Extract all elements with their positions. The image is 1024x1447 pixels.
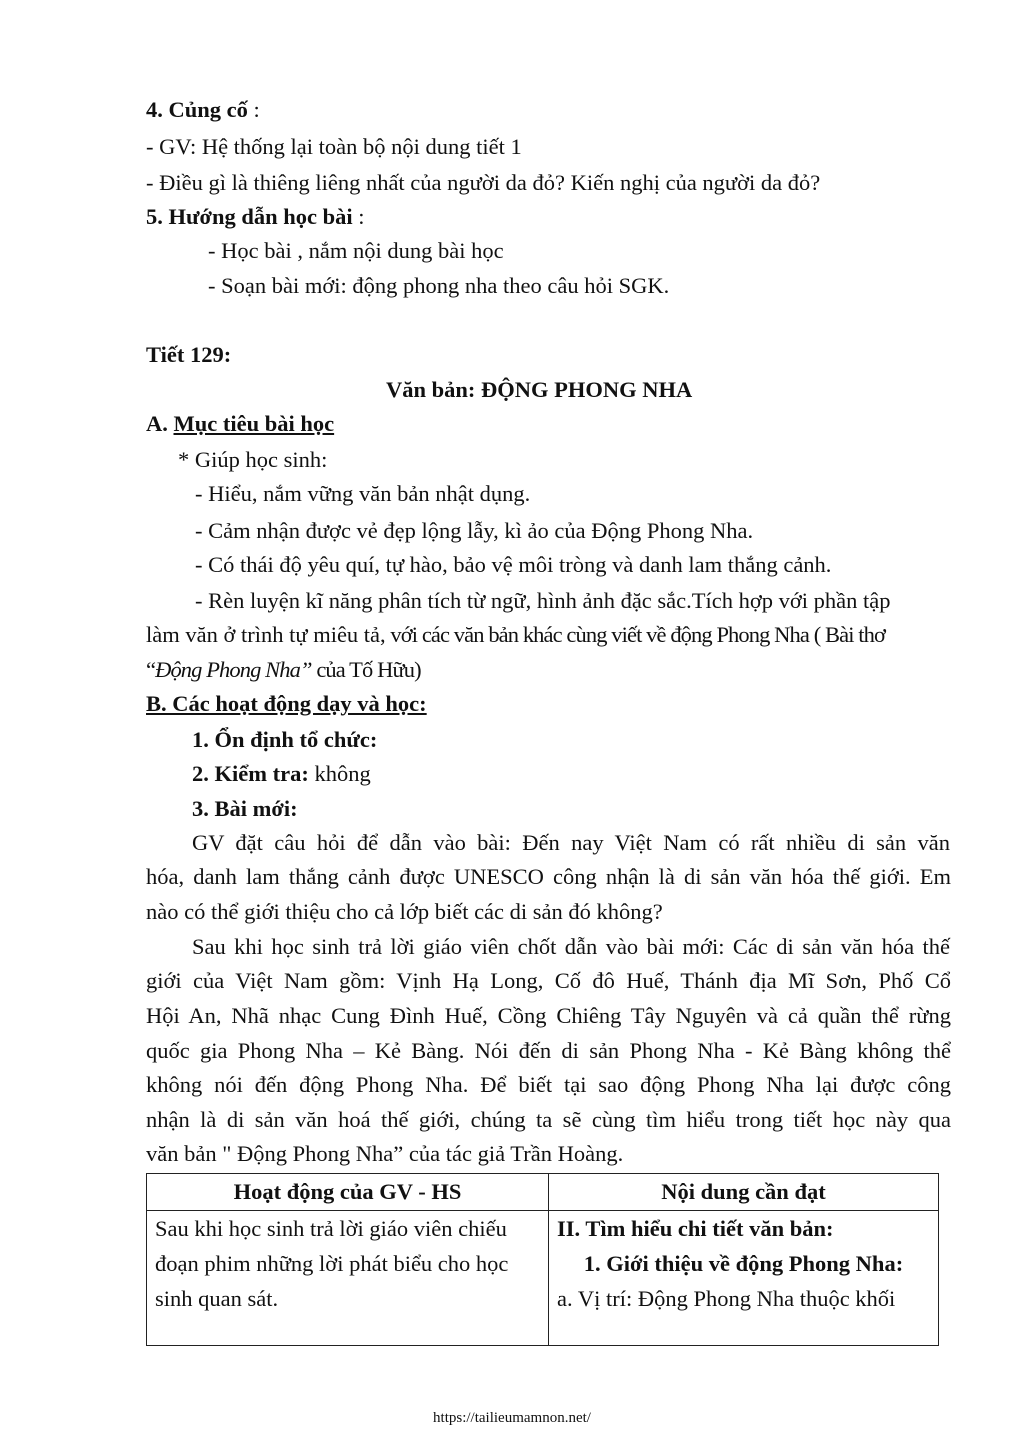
table-cell-activity xyxy=(147,1211,549,1346)
lesson-number: Tiết 129: xyxy=(146,342,232,367)
content-subheading: 1. Giới thiệu về động Phong Nha: xyxy=(583,1251,904,1276)
review-heading-colon: : xyxy=(247,97,260,122)
goal-item-1: - Hiểu, nắm vững văn bản nhật dụng. xyxy=(195,481,531,506)
para-2-line-5: không nói đến động Phong Nha. Để biết tại sao động Phong Nha lại được công xyxy=(146,1072,951,1097)
step-2-label: 2. Kiểm tra: xyxy=(192,761,309,786)
section-b-heading: B. Các hoạt động dạy và học: xyxy=(146,691,427,716)
homework-line-2: - Soạn bài mới: động phong nha theo câu hỏi SGK. xyxy=(208,273,670,298)
step-2-value: không xyxy=(308,761,371,786)
section-a-intro: * Giúp học sinh: xyxy=(178,447,328,472)
para-2-line-6: nhận là di sản văn hoá thế giới, chúng ta sẽ cùng tìm hiểu trong tiết học này qua xyxy=(146,1107,951,1132)
table-row xyxy=(147,1211,939,1346)
goal-item-4-quote-open: “ xyxy=(146,657,156,682)
goal-item-2: - Cảm nhận được vẻ đẹp lộng lẫy, kì ảo của Động Phong Nha. xyxy=(195,518,754,543)
para-2-line-1: Sau khi học sinh trả lời giáo viên chốt dẫn vào bài mới: Các di sản văn hóa thế xyxy=(192,934,950,959)
homework-heading-colon: : xyxy=(352,204,365,229)
table-header-row xyxy=(147,1174,939,1211)
goal-item-3: - Có thái độ yêu quí, tự hào, bảo vệ môi tròng và danh lam thắng cảnh. xyxy=(195,552,832,577)
footer-url: https://tailieumamnon.net/ xyxy=(433,1410,591,1426)
section-a-title: Mục tiêu bài học xyxy=(173,411,335,436)
goal-item-4-line-2b: với các văn bản khác cùng viết về động Phong Nha ( Bài thơ xyxy=(385,622,885,647)
goal-item-4-line-2a: làm văn ở trình tự miêu tả, xyxy=(146,622,386,647)
goal-item-4-line-3 xyxy=(146,656,421,684)
section-a-heading xyxy=(146,410,334,438)
activity-line-2: đoạn phim những lời phát biểu cho học xyxy=(155,1251,509,1276)
homework-heading xyxy=(146,203,365,231)
goal-item-4-line-1: - Rèn luyện kĩ năng phân tích từ ngữ, hình ảnh đặc sắc.Tích hợp với phần tập xyxy=(195,588,891,613)
activity-table xyxy=(146,1173,939,1346)
para-2-line-4: quốc gia Phong Nha – Kẻ Bàng. Nói đến di sản Phong Nha - Kẻ Bàng không thể xyxy=(146,1038,951,1063)
step-1: 1. Ổn định tổ chức: xyxy=(192,727,378,752)
content-heading: II. Tìm hiểu chi tiết văn bản: xyxy=(557,1216,834,1241)
review-heading-label: 4. Củng cố xyxy=(146,97,248,122)
review-line-1: - GV: Hệ thống lại toàn bộ nội dung tiết 1 xyxy=(146,134,522,159)
para-2-line-7: văn bản " Động Phong Nha” của tác giả Trần Hoàng. xyxy=(146,1141,624,1166)
review-heading xyxy=(146,96,260,124)
para-1-line-3: nào có thể giới thiệu cho cả lớp biết các di sản đó không? xyxy=(146,899,663,924)
activity-line-1: Sau khi học sinh trả lời giáo viên chiếu xyxy=(155,1216,507,1241)
table-header-activities: Hoạt động của GV - HS xyxy=(147,1174,549,1211)
poem-title: Động Phong Nha” xyxy=(155,657,312,682)
goal-item-4-line-2 xyxy=(146,621,885,649)
review-line-2: - Điều gì là thiêng liêng nhất của người da đỏ? Kiến nghị của người da đỏ? xyxy=(146,170,821,195)
homework-line-1: - Học bài , nắm nội dung bài học xyxy=(208,238,504,263)
goal-item-4-line-3-tail: của Tố Hữu) xyxy=(311,657,421,682)
content-line: a. Vị trí: Động Phong Nha thuộc khối xyxy=(557,1286,896,1311)
activity-line-3: sinh quan sát. xyxy=(155,1286,279,1311)
lesson-title: Văn bản: ĐỘNG PHONG NHA xyxy=(386,377,693,402)
step-3: 3. Bài mới: xyxy=(192,796,298,821)
para-1-line-2: hóa, danh lam thắng cảnh được UNESCO công nhận là di sản văn hóa thế giới. Em xyxy=(146,864,951,889)
table-cell-content xyxy=(549,1211,939,1346)
table-header-content: Nội dung cần đạt xyxy=(549,1174,939,1211)
homework-heading-label: 5. Hướng dẫn học bài xyxy=(146,204,353,229)
para-1-line-1: GV đặt câu hỏi để dẫn vào bài: Đến nay Việt Nam có rất nhiều di sản văn xyxy=(192,830,950,855)
para-2-line-2: giới của Việt Nam gồm: Vịnh Hạ Long, Cố đô Huế, Thánh địa Mĩ Sơn, Phố Cổ xyxy=(146,968,951,993)
step-2 xyxy=(192,760,371,788)
para-2-line-3: Hội An, Nhã nhạc Cung Đình Huế, Cồng Chiêng Tây Nguyên và cả quần thể rừng xyxy=(146,1003,951,1028)
section-a-prefix: A. xyxy=(146,411,174,436)
